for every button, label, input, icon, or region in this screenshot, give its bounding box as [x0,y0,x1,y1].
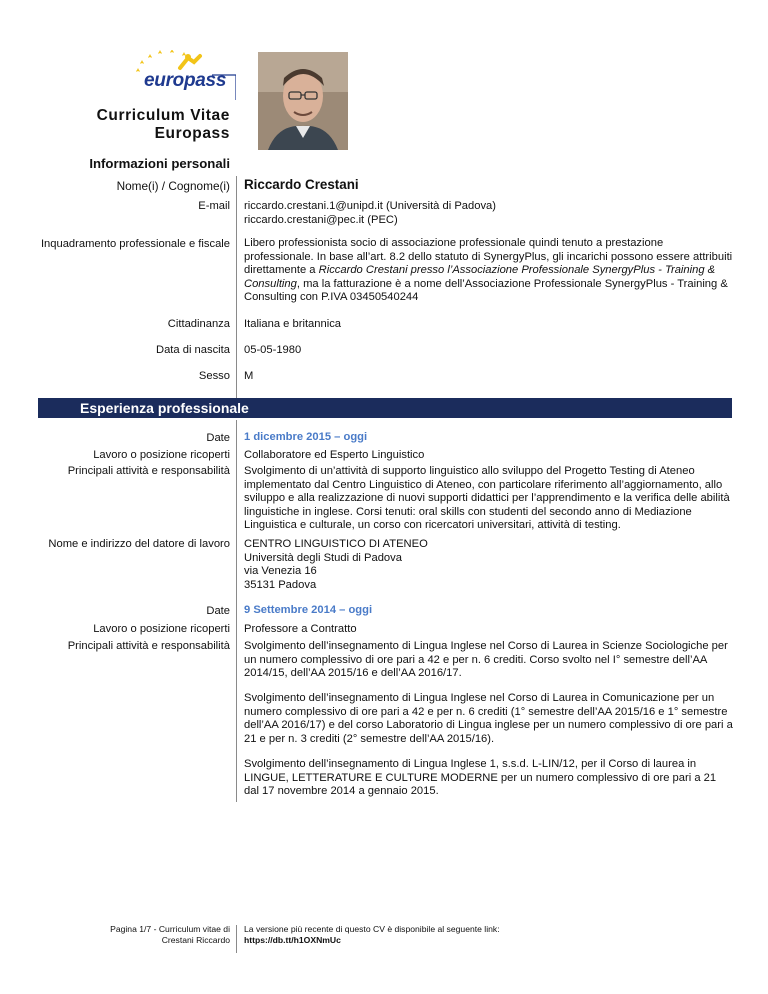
email-value-2[interactable]: riccardo.crestani@pec.it (PEC) [244,213,398,226]
footer-link-url[interactable]: https://db.tt/h1OXNmUc [244,935,341,945]
job1-activities: Svolgimento di un’attività di supporto linguistico allo sviluppo del Progetto Testing di Ateneo implementato dal Centro Linguistico di Ateneo, con particolare riferimento all’aggiornamento, allo sviluppo e alla realizzazione di nuovi supporti didattici per l’apprendimento e la verifica delle abilità linguistiche in inglese. Corsi tenuti: oral skills con studenti del secondo anno di Mediazione Linguistica e culturale, un corso con ricercatori universitari, attività di testing. [244,465,730,532]
job1-employer-line1: CENTRO LINGUISTICO DI ATENEO [244,538,428,550]
job1-date-label: Date [206,432,230,444]
job2-activities-label: Principali attività e responsabilità [67,640,230,652]
job1-employer-line2: Università degli Studi di Padova [244,551,402,564]
job1-position: Collaboratore ed Esperto Linguistico [244,449,425,461]
job1-position-label: Lavoro o posizione ricoperti [93,449,230,461]
footer-page-line2: Crestani Riccardo [161,935,230,945]
job2-date-label: Date [206,605,230,617]
job1-employer [244,538,734,592]
job2-activities-3: Svolgimento dell’insegnamento di Lingua Inglese 1, s.s.d. L-LIN/12, per il Corso di laurea in LINGUE, LETTERATURE E CULTURE MODERNE per un numero complessivo di ore pari a 21 dal 17 novembre 2014 a gennaio 2015. [244,758,717,798]
job1-employer-line4: 35131 Padova [244,578,317,591]
email-value [244,200,734,227]
experience-heading: Esperienza professionale [80,400,249,416]
personal-info-heading: Informazioni personali [89,156,230,171]
birth-value: 05-05-1980 [244,344,302,356]
cv-title-line2: Europass [154,125,230,142]
europass-logo [128,50,236,100]
job2-position-label: Lavoro o posizione ricoperti [93,623,230,635]
profile-photo [258,52,348,150]
prof-label: Inquadramento professionale e fiscale [40,238,230,250]
footer-page-line1: Pagina 1/7 - Curriculum vitae di [110,924,230,934]
prof-text [244,237,734,305]
job2-activities-1: Svolgimento dell’insegnamento di Lingua Inglese nel Corso di Laurea in Scienze Sociologiche per un numero complessivo di ore pari a 42 e per n. 6 crediti. Corso svolto nel I° semestre dell’AA 2014/15, dell’AA 2015/16 e dell’AA 2016/17. [244,640,728,680]
job2-position: Professore a Contratto [244,623,357,635]
footer-page-info [110,924,230,946]
prof-text-1: Libero professionista socio di associazione professionale quindi tenuto a prestazione professionale. In base all’art. 8.2 dello statuto di SynergyPlus, gli incarichi possono essere attribuiti direttamente a [244,237,733,277]
divider-footer [236,925,237,953]
name-label: Nome(i) / Cognome(i) [116,179,230,193]
footer-link-text: La versione più recente di questo CV è disponibile al seguente link: [244,924,500,934]
prof-text-italic: Riccardo Crestani presso l’Associazione Professionale SynergyPlus - Training & Consulting [244,264,716,290]
sex-value: M [244,370,254,382]
job1-activities-label: Principali attività e responsabilità [67,465,230,477]
job1-employer-line3: via Venezia 16 [244,565,317,578]
citizenship-label: Cittadinanza [167,318,230,330]
email-label: E-mail [198,200,230,212]
job1-employer-label: Nome e indirizzo del datore di lavoro [48,538,230,550]
job2-date: 9 Settembre 2014 – oggi [244,604,373,616]
job1-date: 1 dicembre 2015 – oggi [244,431,368,443]
sex-label: Sesso [198,370,230,382]
divider-personal [236,176,237,398]
europass-logo-text: europass [144,70,227,91]
footer-link-block [244,924,500,946]
birth-label: Data di nascita [155,344,230,356]
prof-text-2: , ma la fatturazione è a nome dell’Associazione Professionale SynergyPlus - Training & Consulting con P.IVA 03450540244 [244,277,728,304]
cv-title [97,107,230,143]
cv-title-line1: Curriculum Vitae [96,107,230,124]
profile-photo-portrait [258,52,348,150]
job2-activities-2: Svolgimento dell’insegnamento di Lingua Inglese nel Corso di Laurea in Comunicazione per un numero complessivo di ore pari a 42 e per n. 6 crediti (1° semestre dell’AA 2015/16 e 1° semestre dell’AA 2016/17) e del corso Laboratorio di Lingua inglese per un numero complessivo di ore pari a 21 e per n. 3 crediti (2° semestre dell’AA 2015/16). [244,692,733,745]
email-value-1[interactable]: riccardo.crestani.1@unipd.it (Università di Padova) [244,200,496,212]
divider-experience [236,420,237,802]
citizenship-value: Italiana e britannica [244,318,342,330]
name-value: Riccardo Crestani [244,177,359,192]
